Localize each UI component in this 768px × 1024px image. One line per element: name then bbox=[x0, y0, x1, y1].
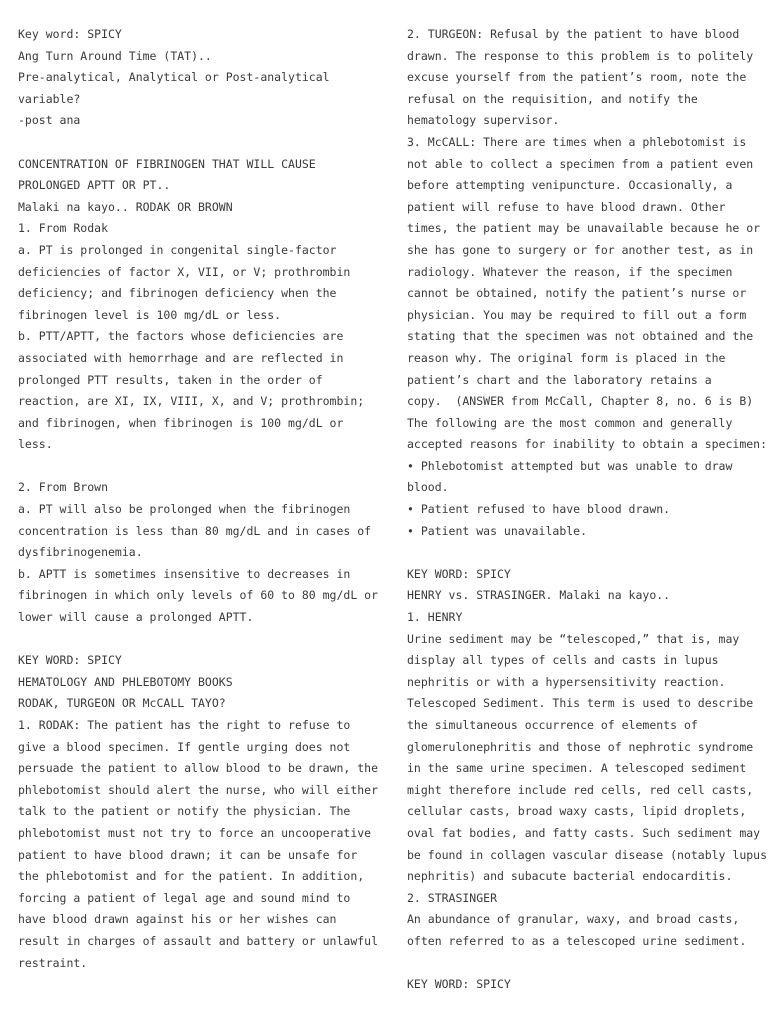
text-line: KEY WORD: SPICY bbox=[18, 653, 122, 668]
text-line: times, the patient may be unavailable because he or bbox=[407, 221, 761, 236]
text-line: refusal on the requisition, and notify the bbox=[407, 91, 698, 106]
text-line: phlebotomist must not try to force an uncooperative bbox=[18, 825, 372, 840]
text-line: CONCENTRATION OF FIBRINOGEN THAT WILL CAUSE bbox=[18, 156, 316, 171]
text-line: talk to the patient or notify the physician. The bbox=[18, 804, 351, 819]
text-line: Urine sediment may be “telescoped,” that is, may bbox=[407, 631, 740, 646]
text-line: stating that the specimen was not obtained and the bbox=[407, 329, 754, 344]
text-line: copy. (ANSWER from McCall, Chapter 8, no. 6 is B) bbox=[407, 394, 754, 409]
text-line: nephritis or with a hypersensitivity reaction. bbox=[407, 674, 726, 689]
right-text-column bbox=[407, 24, 768, 996]
text-line: cannot be obtained, notify the patient’s nurse or bbox=[407, 286, 747, 301]
text-line: Telescoped Sediment. This term is used to describe bbox=[407, 696, 754, 711]
text-line: a. PT is prolonged in congenital single-factor bbox=[18, 242, 337, 257]
text-line: HEMATOLOGY AND PHLEBOTOMY BOOKS bbox=[18, 674, 233, 689]
text-line: b. PTT/APTT, the factors whose deficiencies are bbox=[18, 329, 344, 344]
text-line: have blood drawn against his or her wishes can bbox=[18, 912, 337, 927]
text-line: HENRY vs. STRASINGER. Malaki na kayo.. bbox=[407, 588, 671, 603]
text-line: oval fat bodies, and fatty casts. Such sediment may bbox=[407, 825, 761, 840]
text-line: patient will refuse to have blood drawn. Other bbox=[407, 199, 726, 214]
text-line: 1. HENRY bbox=[407, 610, 463, 625]
text-line: persuade the patient to allow blood to be drawn, the bbox=[18, 761, 379, 776]
text-line: Ang Turn Around Time (TAT).. bbox=[18, 48, 212, 63]
text-line: nephritis) and subacute bacterial endocarditis. bbox=[407, 869, 733, 884]
text-line: Malaki na kayo.. RODAK OR BROWN bbox=[18, 199, 233, 214]
text-line: before attempting venipuncture. Occasionally, a bbox=[407, 178, 733, 193]
text-line: 2. From Brown bbox=[18, 480, 109, 495]
text-line: 2. STRASINGER bbox=[407, 890, 498, 905]
text-line: be found in collagen vascular disease (notably lupus bbox=[407, 847, 768, 862]
text-line: b. APTT is sometimes insensitive to decreases in bbox=[18, 566, 351, 581]
text-line: radiology. Whatever the reason, if the specimen bbox=[407, 264, 733, 279]
text-line: • Patient was unavailable. bbox=[407, 523, 588, 538]
text-line: Key word: SPICY bbox=[18, 27, 122, 41]
text-line: reaction, are XI, IX, VIII, X, and V; prothrombin; bbox=[18, 394, 365, 409]
text-line: reason why. The original form is placed in the bbox=[407, 350, 726, 365]
text-line: concentration is less than 80 mg/dL and in cases of bbox=[18, 523, 372, 538]
blank-line bbox=[407, 953, 759, 975]
text-line: An abundance of granular, waxy, and broad casts, bbox=[407, 912, 740, 927]
text-line: PROLONGED APTT OR PT.. bbox=[18, 178, 171, 193]
text-line: 1. From Rodak bbox=[18, 221, 109, 236]
text-line: restraint. bbox=[18, 955, 88, 970]
text-line: not able to collect a specimen from a patient even bbox=[407, 156, 754, 171]
text-line: deficiency; and fibrinogen deficiency when the bbox=[18, 286, 337, 301]
text-line: give a blood specimen. If gentle urging does not bbox=[18, 739, 351, 754]
text-line: prolonged PTT results, taken in the order of bbox=[18, 372, 323, 387]
text-line: accepted reasons for inability to obtain a specimen: bbox=[407, 437, 768, 452]
text-line: drawn. The response to this problem is to politely bbox=[407, 48, 754, 63]
blank-line bbox=[18, 629, 380, 651]
blank-line bbox=[18, 456, 380, 478]
text-line: fibrinogen level is 100 mg/dL or less. bbox=[18, 307, 282, 322]
blank-line bbox=[407, 542, 759, 564]
text-line: 2. TURGEON: Refusal by the patient to have blood bbox=[407, 27, 740, 41]
text-line: a. PT will also be prolonged when the fibrinogen bbox=[18, 502, 351, 517]
text-line: excuse yourself from the patient’s room, note the bbox=[407, 70, 747, 85]
text-line: dysfibrinogenemia. bbox=[18, 545, 143, 560]
text-line: lower will cause a prolonged APTT. bbox=[18, 610, 254, 625]
text-line: fibrinogen in which only levels of 60 to 80 mg/dL or bbox=[18, 588, 379, 603]
text-line: hematology supervisor. bbox=[407, 113, 560, 128]
text-line: • Patient refused to have blood drawn. bbox=[407, 502, 671, 517]
blank-line bbox=[18, 132, 380, 154]
text-line: less. bbox=[18, 437, 53, 452]
text-line: RODAK, TURGEON OR McCALL TAYO? bbox=[18, 696, 226, 711]
text-line: glomerulonephritis and those of nephrotic syndrome bbox=[407, 739, 754, 754]
text-line: patient’s chart and the laboratory retains a bbox=[407, 372, 712, 387]
text-line: associated with hemorrhage and are reflected in bbox=[18, 350, 344, 365]
text-line: The following are the most common and generally bbox=[407, 415, 733, 430]
text-line: KEY WORD: SPICY bbox=[407, 977, 511, 992]
text-line: in the same urine specimen. A telescoped sediment bbox=[407, 761, 747, 776]
text-line: physician. You may be required to fill out a form bbox=[407, 307, 747, 322]
text-line: she has gone to surgery or for another test, as in bbox=[407, 242, 754, 257]
text-line: variable? bbox=[18, 91, 81, 106]
text-line: patient to have blood drawn; it can be unsafe for bbox=[18, 847, 358, 862]
left-text-column bbox=[18, 24, 380, 974]
text-line: cellular casts, broad waxy casts, lipid droplets, bbox=[407, 804, 747, 819]
text-line: KEY WORD: SPICY bbox=[407, 566, 511, 581]
text-line: 1. RODAK: The patient has the right to refuse to bbox=[18, 718, 351, 732]
text-line: -post ana bbox=[18, 113, 81, 128]
text-line: the simultaneous occurrence of elements of bbox=[407, 718, 698, 732]
text-line: • Phlebotomist attempted but was unable to draw bbox=[407, 458, 733, 473]
text-line: display all types of cells and casts in lupus bbox=[407, 653, 719, 668]
text-line: might therefore include red cells, red cell casts, bbox=[407, 782, 754, 797]
text-line: result in charges of assault and battery or unlawful bbox=[18, 933, 379, 948]
text-line: blood. bbox=[407, 480, 449, 495]
text-line: and fibrinogen, when fibrinogen is 100 mg/dL or bbox=[18, 415, 344, 430]
text-line: often referred to as a telescoped urine sediment. bbox=[407, 933, 747, 948]
text-line: phlebotomist should alert the nurse, who will either bbox=[18, 782, 379, 797]
text-line: forcing a patient of legal age and sound mind to bbox=[18, 890, 351, 905]
text-line: Pre-analytical, Analytical or Post-analytical bbox=[18, 70, 330, 85]
text-line: the phlebotomist and for the patient. In addition, bbox=[18, 869, 365, 884]
text-line: 3. McCALL: There are times when a phlebotomist is bbox=[407, 134, 747, 149]
text-line: deficiencies of factor X, VII, or V; prothrombin bbox=[18, 264, 351, 279]
